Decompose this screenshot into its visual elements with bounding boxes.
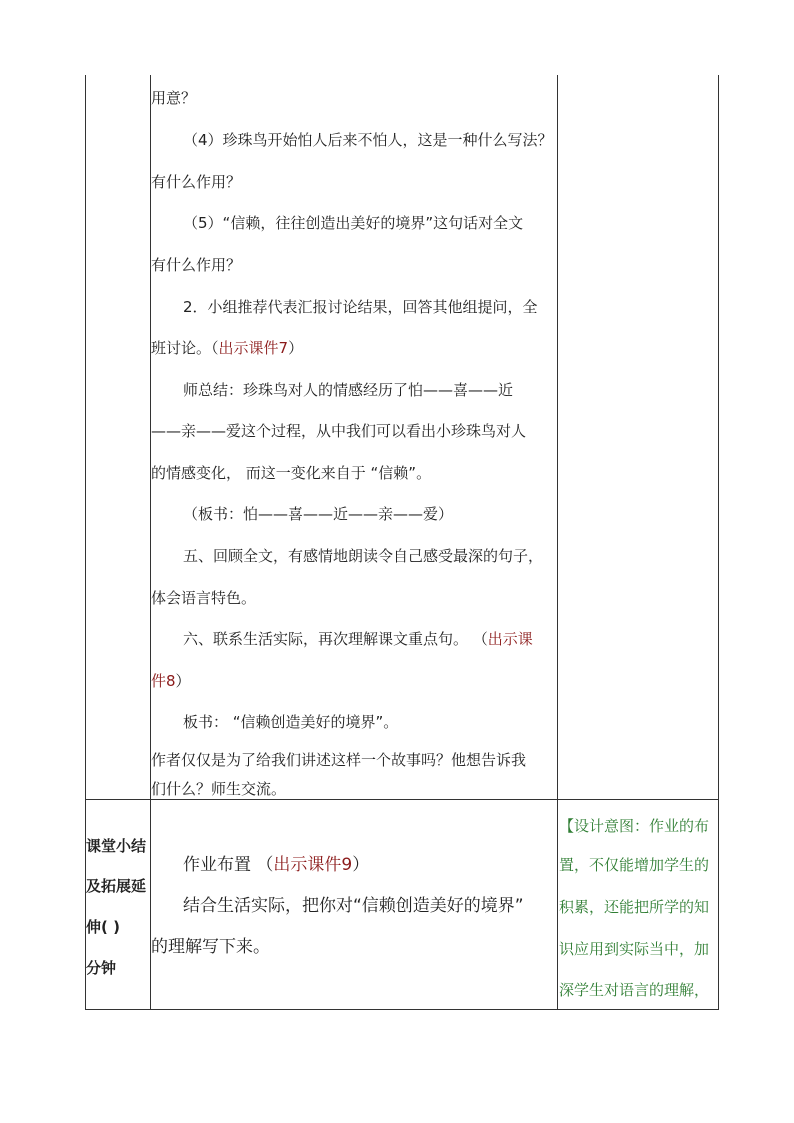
courseware-ref: 出示课件9 bbox=[273, 855, 353, 875]
table-right-border bbox=[718, 75, 719, 1010]
text-line: 体会语言特色。 bbox=[151, 589, 257, 607]
text-line: （5）“信赖，往往创造出美好的境界”这句话对全文 bbox=[183, 214, 524, 232]
text-line: 们什么？师生交流。 bbox=[151, 780, 287, 798]
homework-title: 作业布置 （出示课件9） bbox=[183, 855, 370, 875]
text-line: 件8） bbox=[151, 672, 191, 690]
text-line: 作者仅仅是为了给我们讲述这样一个故事吗？他想告诉我 bbox=[151, 751, 527, 769]
text-line: 板书： “信赖创造美好的境界”。 bbox=[183, 713, 399, 731]
text-line: （板书：怕——喜——近——亲——爱） bbox=[183, 505, 454, 523]
design-note-line: 识应用到实际当中，加 bbox=[559, 940, 710, 958]
text-line: 班讨论。（出示课件7） bbox=[151, 339, 304, 357]
text-line: 六、联系生活实际，再次理解课文重点句。 （出示课 bbox=[183, 630, 533, 648]
label-column-divider bbox=[150, 75, 151, 1010]
design-note-line: 积累，还能把所学的知 bbox=[559, 898, 710, 916]
text-line: 有什么作用？ bbox=[151, 173, 242, 191]
section-label-line: 伸( ) bbox=[86, 918, 120, 936]
homework-text-line: 的理解写下来。 bbox=[151, 937, 270, 957]
homework-text-line: 结合生活实际，把你对“信赖创造美好的境界” bbox=[183, 896, 524, 916]
courseware-ref: 出示课 bbox=[487, 630, 533, 648]
text-line: 的情感变化， 而这一变化来自于 “信赖”。 bbox=[151, 464, 432, 482]
content-column-divider bbox=[557, 75, 558, 1010]
section-label-line: 分钟 bbox=[86, 959, 117, 977]
row-divider bbox=[85, 799, 719, 800]
design-note-line: 置，不仅能增加学生的 bbox=[559, 856, 710, 874]
text-line: 五、回顾全文，有感情地朗读令自己感受最深的句子， bbox=[183, 547, 544, 565]
section-label-line: 及拓展延 bbox=[86, 877, 147, 895]
section-label-line: 课堂小结 bbox=[86, 837, 147, 855]
text-line: 用意？ bbox=[151, 89, 197, 107]
text-line: 有什么作用？ bbox=[151, 256, 242, 274]
text-line: 2．小组推荐代表汇报讨论结果，回答其他组提问，全 bbox=[183, 298, 538, 316]
courseware-ref: 出示课件7 bbox=[218, 339, 289, 357]
table-left-border bbox=[85, 75, 86, 1010]
table-bottom-border bbox=[85, 1009, 719, 1010]
text-line: ——亲——爱这个过程，从中我们可以看出小珍珠鸟对人 bbox=[151, 422, 527, 440]
courseware-ref: 件8 bbox=[151, 672, 176, 690]
design-note-line: 深学生对语言的理解， bbox=[559, 981, 710, 999]
text-line: （4）珍珠鸟开始怕人后来不怕人，这是一种什么写法？ bbox=[183, 131, 553, 149]
design-note-line: 【设计意图：作业的布 bbox=[559, 817, 710, 835]
text-line: 师总结：珍珠鸟对人的情感经历了怕——喜——近 bbox=[183, 381, 514, 399]
